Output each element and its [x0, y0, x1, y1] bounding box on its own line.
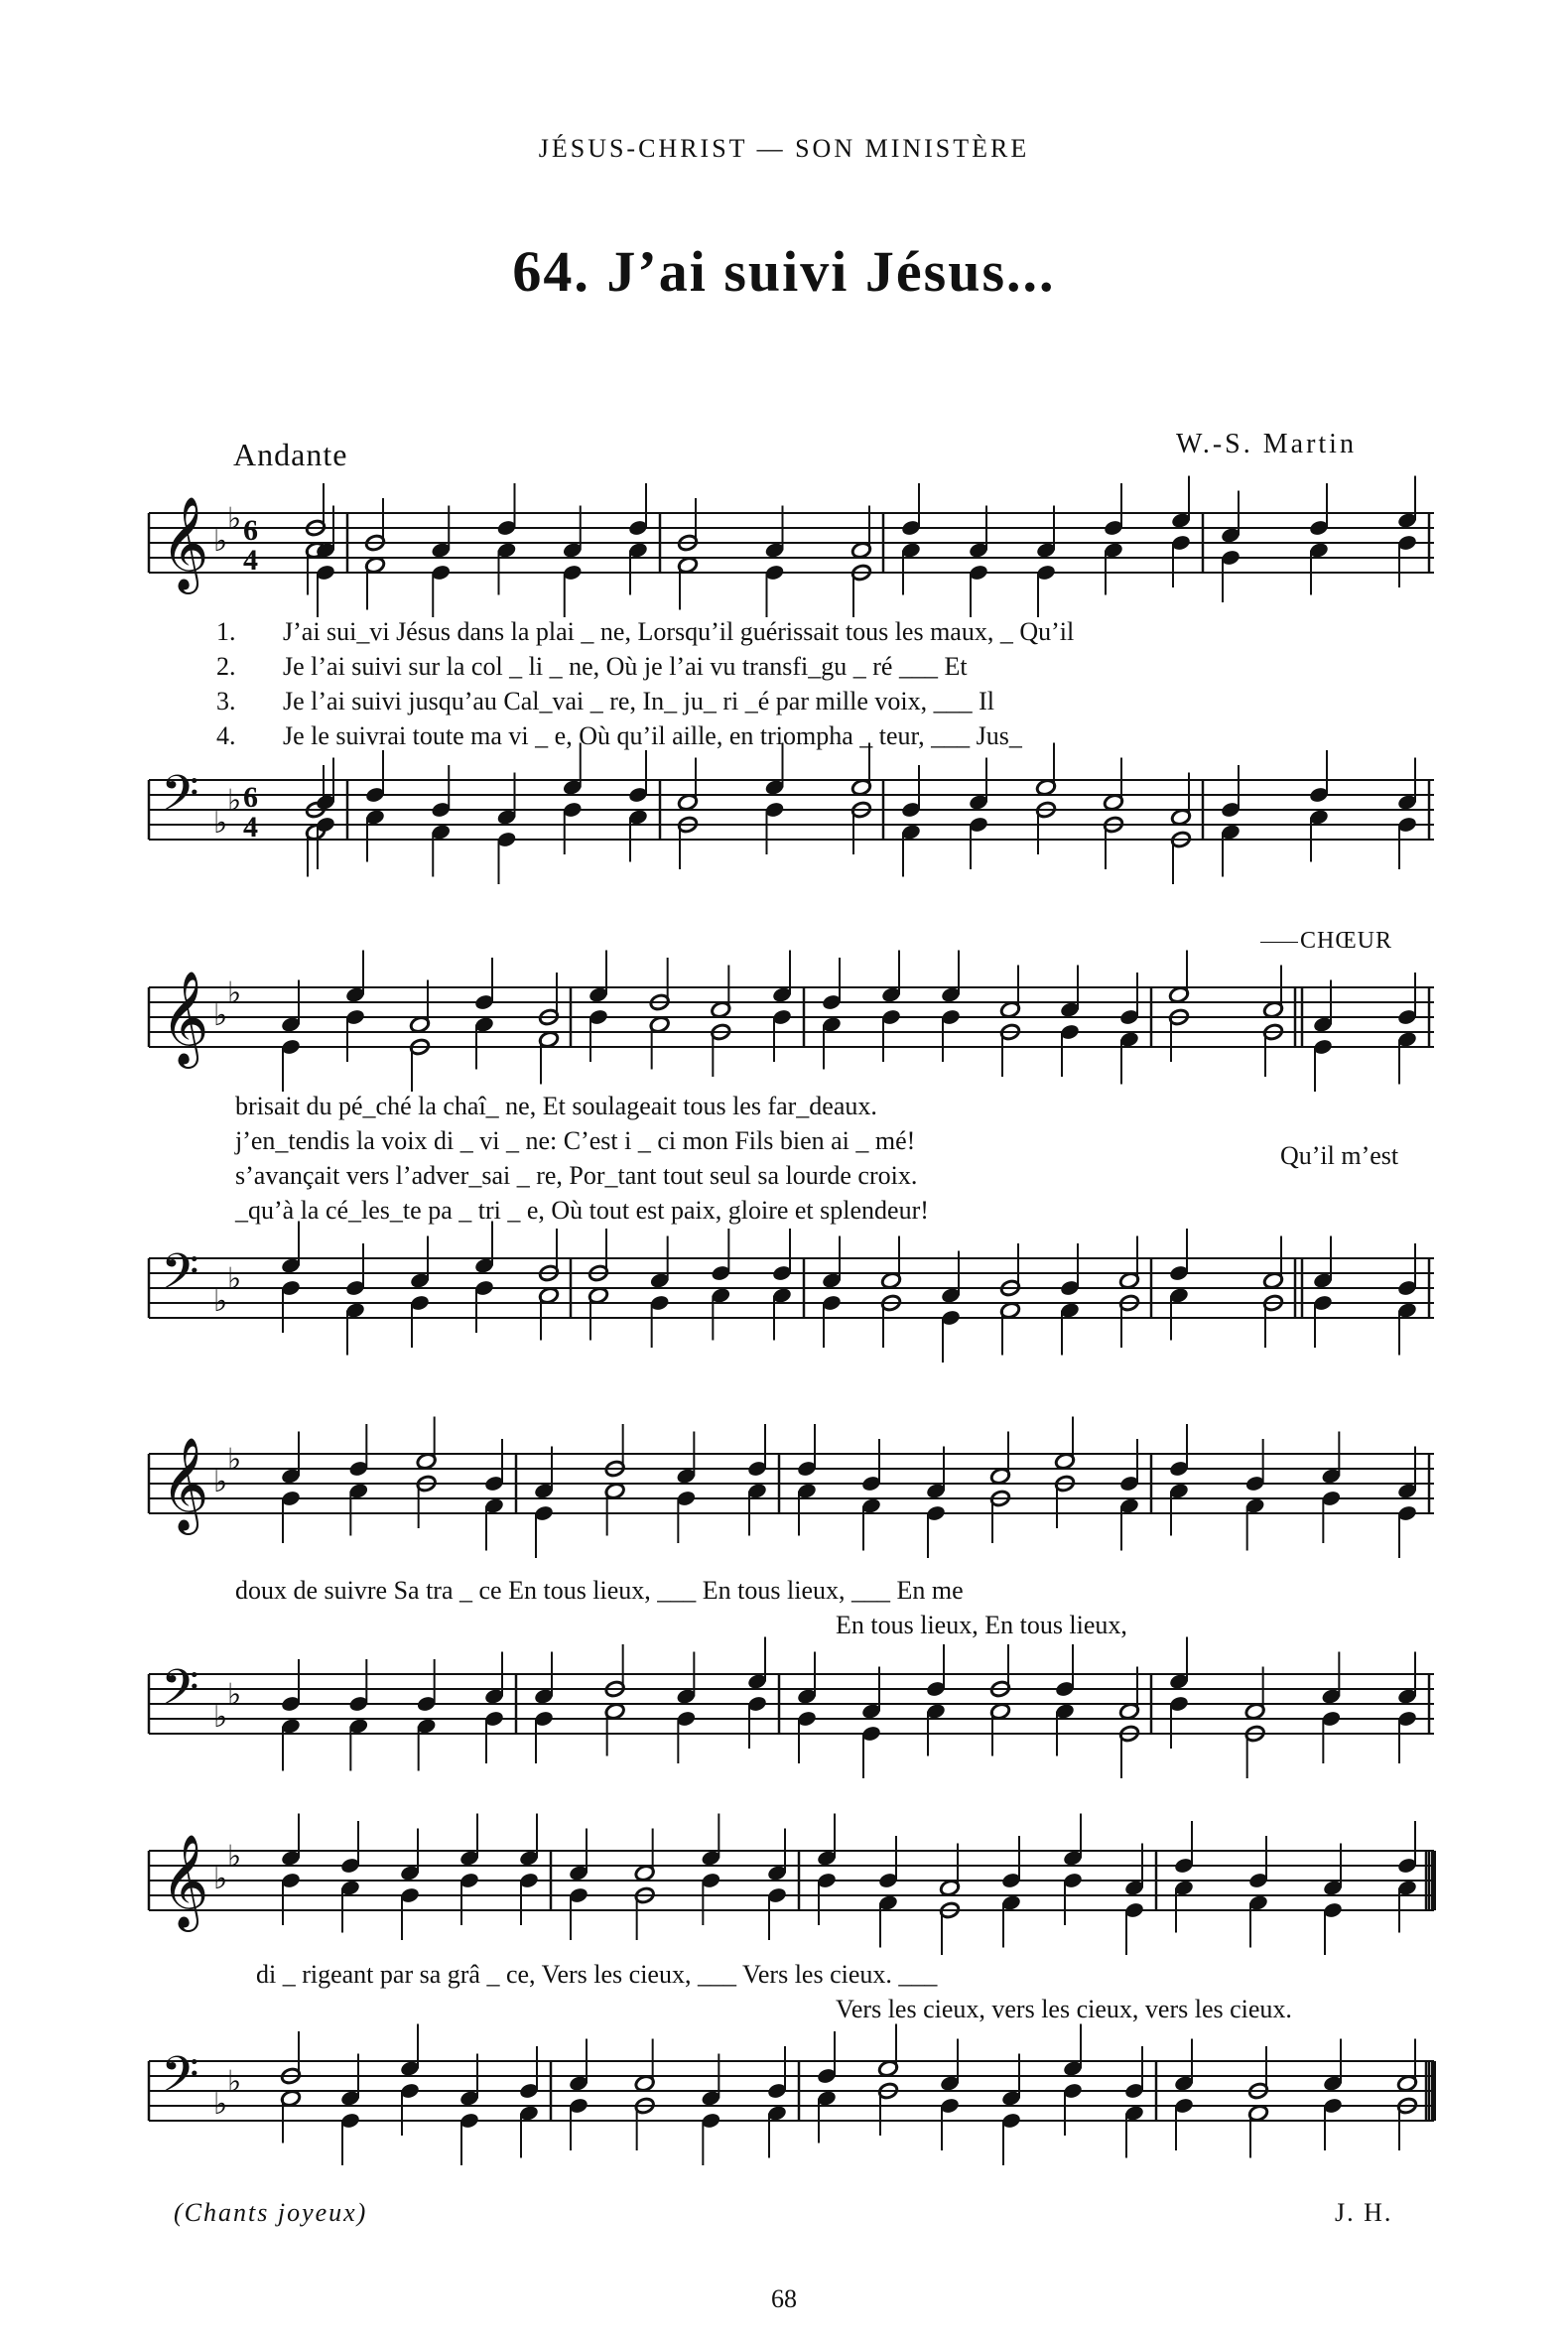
- flat-icon: ♭: [227, 783, 242, 819]
- bass-clef-icon: 𝄢: [161, 765, 199, 835]
- choeur-lyric: Qu’il m’est: [1280, 1141, 1399, 1170]
- flat-icon: ♭: [227, 1677, 242, 1713]
- bass-clef-icon: 𝄢: [161, 1243, 199, 1313]
- treble-clef-icon: 𝄞: [161, 1834, 209, 1928]
- choeur-label: CHŒUR: [1300, 928, 1393, 954]
- verse-line: J’ai sui_vi Jésus dans la plai _ ne, Lorsqu’il guérissait tous les maux, _ Qu’il: [283, 617, 1075, 646]
- page-number: 68: [771, 2284, 797, 2313]
- final-barline: [1431, 1851, 1436, 1910]
- verse-line: s’avançait vers l’adver_sai _ re, Por_tant tout seul sa lourde croix.: [235, 1161, 918, 1190]
- flat-icon: ♭: [213, 1700, 228, 1735]
- choeur-line: doux de suivre Sa tra _ ce En tous lieux, ___ En tous lieux, ___ En me: [235, 1576, 964, 1605]
- time-signature-top: 6: [243, 514, 258, 547]
- flat-icon: ♭: [227, 1442, 242, 1478]
- time-signature-bottom: 4: [243, 544, 258, 577]
- tempo-marking: Andante: [233, 437, 348, 472]
- flat-icon: ♭: [213, 524, 228, 559]
- arranger-initials: J. H.: [1335, 2198, 1393, 2227]
- verse-line: Je le suivrai toute ma vi _ e, Où qu’il aille, en triompha _ teur, ___ Jus_: [283, 721, 1022, 750]
- verse-line: j’en_tendis la voix di _ vi _ ne: C’est i _ ci mon Fils bien ai _ mé!: [235, 1126, 916, 1155]
- choeur-line: Vers les cieux, vers les cieux, vers les cieux.: [836, 1995, 1292, 2023]
- flat-icon: ♭: [213, 2087, 228, 2122]
- time-signature-top: 6: [243, 781, 258, 814]
- final-barline: [1431, 2061, 1436, 2121]
- verse-line: brisait du pé_ché la chaî_ ne, Et soulageait tous les far_deaux.: [235, 1092, 877, 1120]
- treble-clef-icon: 𝄞: [161, 496, 209, 590]
- bass-clef-icon: 𝄢: [161, 1659, 199, 1729]
- verse-line: Je l’ai suivi sur la col _ li _ ne, Où je l’ai vu transfi_gu _ ré ___ Et: [283, 652, 968, 681]
- bass-clef-icon: 𝄢: [161, 2046, 199, 2116]
- flat-icon: ♭: [213, 1284, 228, 1319]
- verse-number: 4.: [216, 721, 236, 750]
- flat-icon: ♭: [227, 975, 242, 1011]
- hymn-title: 64. J’ai suivi Jésus...: [512, 239, 1056, 304]
- flat-icon: ♭: [227, 2064, 242, 2100]
- verse-number: 3.: [216, 687, 236, 715]
- flat-icon: ♭: [227, 501, 242, 537]
- flat-icon: ♭: [213, 1465, 228, 1499]
- flat-icon: ♭: [213, 806, 228, 841]
- section-header: JÉSUS-CHRIST — SON MINISTÈRE: [538, 134, 1030, 163]
- choeur-line: di _ rigeant par sa grâ _ ce, Vers les cieux, ___ Vers les cieux. ___: [256, 1960, 938, 1989]
- flat-icon: ♭: [213, 998, 228, 1033]
- flat-icon: ♭: [213, 1862, 228, 1896]
- flat-icon: ♭: [227, 1261, 242, 1297]
- time-signature-bottom: 4: [243, 811, 258, 844]
- verse-line: _qu’à la cé_les_te pa _ tri _ e, Où tout est paix, gloire et splendeur!: [235, 1196, 929, 1225]
- verse-line: Je l’ai suivi jusqu’au Cal_vai _ re, In_ ju_ ri _é par mille voix, ___ Il: [283, 687, 995, 715]
- flat-icon: ♭: [227, 1839, 242, 1875]
- choeur-line: En tous lieux, En tous lieux,: [836, 1611, 1127, 1639]
- treble-clef-icon: 𝄞: [161, 971, 209, 1065]
- verse-number: 1.: [216, 617, 236, 646]
- source-credit: (Chants joyeux): [174, 2198, 368, 2227]
- treble-clef-icon: 𝄞: [161, 1437, 209, 1531]
- verse-number: 2.: [216, 652, 236, 681]
- composer-credit: W.-S. Martin: [1176, 429, 1357, 459]
